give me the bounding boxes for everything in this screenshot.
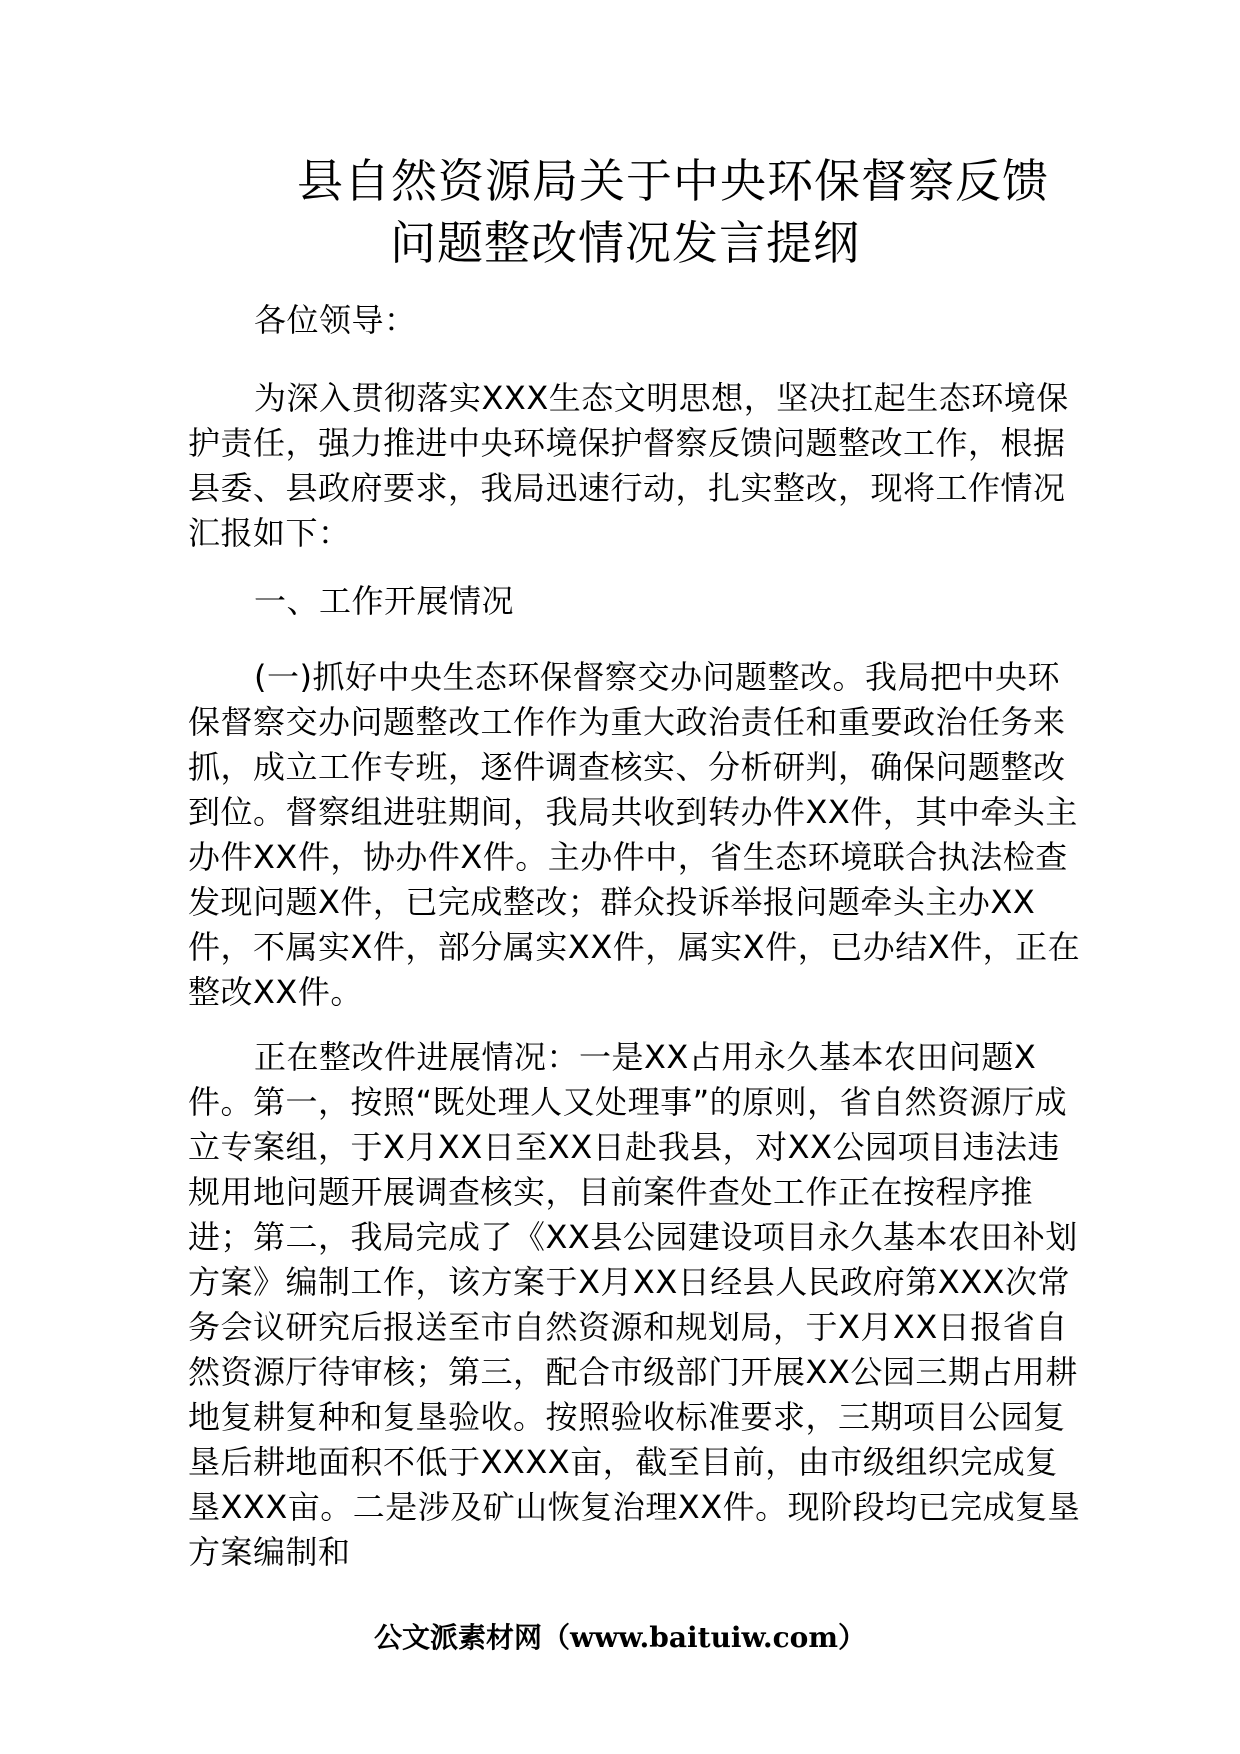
section-heading: 一、工作开展情况 [254, 582, 515, 620]
intro-paragraph: 为深入贯彻落实XXX生态文明思想，坚决扛起生态环境保护责任，强力推进中央环境保护督察反馈问题整改工作，根据县委、县政府要求，我局迅速行动，扎实整改，现将工作情况汇报如下： [188, 379, 1069, 552]
section-1-paragraph: (一)抓好中央生态环保督察交办问题整改。我局把中央环保督察交办问题整改工作作为重大政治责任和重要政治任务来抓，成立工作专班，逐件调查核实、分析研判，确保问题整改到位。督察组进驻期间，我局共收到转办件XX件，其中牵头主办件XX件，协办件X件。主办件中，省生态环境联合执法检查发现问题X件，已完成整改；群众投诉举报问题牵头主办XX件，不属实X件，部分属实XX件，属实X件，已办结X件，正在整改XX件。 [188, 658, 1081, 1011]
document-title-line-2: 问题整改情况发言提纲 [390, 216, 860, 270]
footer-watermark: 公文派素材网（www.baituiw.com） [374, 1621, 866, 1654]
salutation: 各位领导： [254, 301, 417, 339]
progress-paragraph: 正在整改件进展情况：一是XX占用永久基本农田问题X件。第一，按照“既处理人又处理事”的原则，省自然资源厅成立专案组，于X月XX日至XX日赴我县，对XX公园项目违法违规用地问题开展调查核实，目前案件查处工作正在按程序推进；第二，我局完成了《XX县公园建设项目永久基本农田补划方案》编制工作，该方案于X月XX日经县人民政府第XXX次常务会议研究后报送至市自然资源和规划局，于X月XX日报省自然资源厅待审核；第三，配合市级部门开展XX公园三期占用耕地复耕复种和复垦验收。按照验收标准要求，三期项目公园复垦后耕地面积不低于XXXX亩，截至目前，由市级组织完成复垦XXX亩。二是涉及矿山恢复治理XX件。现阶段均已完成复垦方案编制和 [188, 1038, 1081, 1571]
section-heading-block [188, 579, 1088, 624]
salutation-block [188, 298, 1088, 343]
section-1-block [188, 655, 1088, 1015]
intro-block [188, 376, 1088, 556]
document-title-line-1: 县自然资源局关于中央环保督察反馈 [297, 154, 1049, 208]
progress-block [188, 1035, 1088, 1575]
